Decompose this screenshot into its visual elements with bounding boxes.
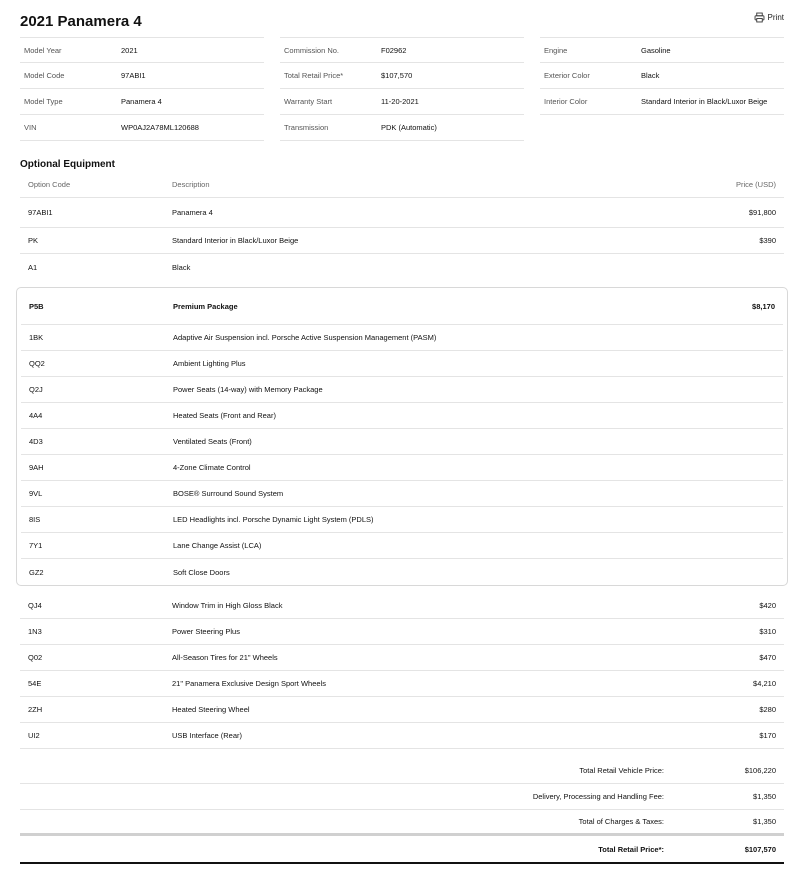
- spec-value: Standard Interior in Black/Luxor Beige: [641, 97, 768, 106]
- table-row: [20, 697, 784, 723]
- summary-row: [20, 810, 784, 836]
- option-price: $4,210: [753, 679, 776, 688]
- table-row: [20, 671, 784, 697]
- option-code: 54E: [28, 679, 42, 688]
- package-item-row: [21, 533, 783, 559]
- spec-label: Interior Color: [544, 97, 588, 106]
- option-code: QQ2: [29, 359, 45, 368]
- spec-label: Warranty Start: [284, 97, 333, 106]
- package-price: $8,170: [752, 301, 775, 311]
- option-description: All-Season Tires for 21" Wheels: [172, 653, 278, 662]
- total-retail-price-row: [20, 836, 784, 864]
- summary-row: [20, 758, 784, 784]
- option-price: $91,800: [748, 208, 776, 217]
- page-title: 2021 Panamera 4: [20, 13, 142, 30]
- package-item-row: [21, 377, 783, 403]
- header-price: Price (USD): [735, 180, 776, 189]
- option-description: 21" Panamera Exclusive Design Sport Wheels: [172, 679, 326, 688]
- option-code: 8IS: [29, 515, 41, 524]
- option-code: 4D3: [29, 437, 43, 446]
- option-description: Heated Seats (Front and Rear): [173, 411, 276, 420]
- option-code: 9VL: [29, 489, 43, 498]
- option-price: $470: [759, 653, 776, 662]
- spec-value: Black: [641, 71, 660, 80]
- option-description: BOSE® Surround Sound System: [173, 489, 284, 498]
- option-code: 2ZH: [28, 705, 43, 714]
- spec-label: Model Code: [24, 71, 65, 80]
- option-code: 4A4: [29, 411, 43, 420]
- package-item-row: [21, 559, 783, 585]
- option-description: 4-Zone Climate Control: [173, 463, 251, 472]
- package-code: P5B: [29, 301, 44, 311]
- spec-label: Model Year: [24, 45, 62, 55]
- table-row: [20, 254, 784, 280]
- spec-row: [20, 37, 264, 63]
- spec-row: [540, 63, 784, 89]
- option-description: Lane Change Assist (LCA): [173, 541, 262, 550]
- package-item-row: [21, 403, 783, 429]
- spec-row: [280, 63, 524, 89]
- spec-row: [540, 89, 784, 115]
- table-row: [20, 198, 784, 228]
- total-value: $107,570: [744, 844, 776, 854]
- table-row: [20, 593, 784, 619]
- option-code: 97ABI1: [28, 208, 53, 217]
- table-header: [20, 172, 784, 198]
- option-description: Soft Close Doors: [173, 567, 230, 577]
- summary-label: Delivery, Processing and Handling Fee:: [532, 792, 664, 801]
- spec-value: WP0AJ2A78ML120688: [121, 123, 199, 132]
- option-code: GZ2: [29, 567, 44, 577]
- specs-column-1: [20, 37, 264, 141]
- spec-label: Exterior Color: [544, 71, 590, 80]
- print-label: Print: [767, 13, 784, 22]
- option-description: Ventilated Seats (Front): [173, 437, 252, 446]
- option-code: Q2J: [29, 385, 43, 394]
- option-code: Q02: [28, 653, 43, 662]
- spec-row: [20, 89, 264, 115]
- package-item-row: [21, 325, 783, 351]
- option-description: Window Trim in High Gloss Black: [172, 601, 283, 610]
- option-description: Standard Interior in Black/Luxor Beige: [172, 236, 299, 245]
- option-description: Adaptive Air Suspension incl. Porsche Active Suspension Management (PASM): [173, 333, 437, 342]
- printer-icon: [754, 12, 765, 23]
- print-button[interactable]: [754, 12, 784, 23]
- spec-value: 97ABI1: [121, 71, 146, 80]
- package-item-row: [21, 481, 783, 507]
- spec-value: Panamera 4: [121, 97, 162, 106]
- spec-label: VIN: [24, 123, 37, 132]
- option-code: PK: [28, 236, 39, 245]
- spec-value: PDK (Automatic): [381, 123, 437, 132]
- spec-label: Model Type: [24, 97, 63, 106]
- spec-row: [280, 89, 524, 115]
- package-item-row: [21, 429, 783, 455]
- table-row: [20, 619, 784, 645]
- table-row: [20, 645, 784, 671]
- option-price: $310: [759, 627, 776, 636]
- option-description: USB Interface (Rear): [172, 731, 243, 740]
- option-price: $280: [759, 705, 776, 714]
- summary-value: $1,350: [753, 792, 776, 801]
- specs-column-2: [280, 37, 524, 141]
- spec-row: [20, 115, 264, 141]
- spec-value: F02962: [381, 45, 407, 55]
- summary-row: [20, 784, 784, 810]
- summary-value: $1,350: [753, 817, 776, 826]
- optional-equipment-title: Optional Equipment: [20, 159, 115, 170]
- option-price: $420: [759, 601, 776, 610]
- price-summary: [20, 758, 784, 864]
- options-table: [20, 172, 784, 749]
- spec-value: 11-20-2021: [381, 97, 419, 106]
- spec-row: [540, 37, 784, 63]
- spec-label: Total Retail Price*: [284, 71, 344, 80]
- option-code: 9AH: [29, 463, 44, 472]
- table-row: [20, 723, 784, 749]
- spec-row: [280, 115, 524, 141]
- package-item-row: [21, 507, 783, 533]
- package-item-row: [21, 455, 783, 481]
- option-code: UI2: [28, 731, 40, 740]
- option-description: Ambient Lighting Plus: [173, 359, 246, 368]
- option-code: 7Y1: [29, 541, 43, 550]
- option-code: 1BK: [29, 333, 44, 342]
- spec-value: 2021: [121, 45, 138, 55]
- spec-row: [280, 37, 524, 63]
- premium-package-group: [16, 287, 788, 586]
- table-row: [20, 228, 784, 254]
- option-code: 1N3: [28, 627, 42, 636]
- option-description: Heated Steering Wheel: [172, 705, 250, 714]
- option-description: Power Steering Plus: [172, 627, 240, 636]
- option-code: A1: [28, 262, 38, 272]
- option-price: $170: [759, 731, 776, 740]
- option-description: Panamera 4: [172, 208, 213, 217]
- package-item-row: [21, 351, 783, 377]
- spec-value: Gasoline: [641, 45, 671, 55]
- option-code: QJ4: [28, 601, 42, 610]
- option-description: Power Seats (14-way) with Memory Package: [173, 385, 323, 394]
- summary-label: Total Retail Vehicle Price:: [579, 766, 664, 775]
- option-price: $390: [759, 236, 776, 245]
- package-description: Premium Package: [173, 301, 238, 311]
- option-description: LED Headlights incl. Porsche Dynamic Light System (PDLS): [173, 515, 374, 524]
- summary-value: $106,220: [744, 766, 776, 775]
- summary-label: Total of Charges & Taxes:: [578, 817, 664, 826]
- package-header-row: [21, 288, 783, 325]
- specs-column-3: [540, 37, 784, 115]
- spec-label: Commission No.: [284, 45, 340, 55]
- total-label: Total Retail Price*:: [598, 844, 664, 854]
- header-option-code: Option Code: [28, 180, 71, 189]
- spec-row: [20, 63, 264, 89]
- header-description: Description: [172, 180, 210, 189]
- spec-value: $107,570: [381, 71, 413, 80]
- spec-label: Transmission: [284, 123, 329, 132]
- page-header: [20, 12, 784, 32]
- spec-label: Engine: [544, 45, 568, 55]
- option-description: Black: [172, 262, 191, 272]
